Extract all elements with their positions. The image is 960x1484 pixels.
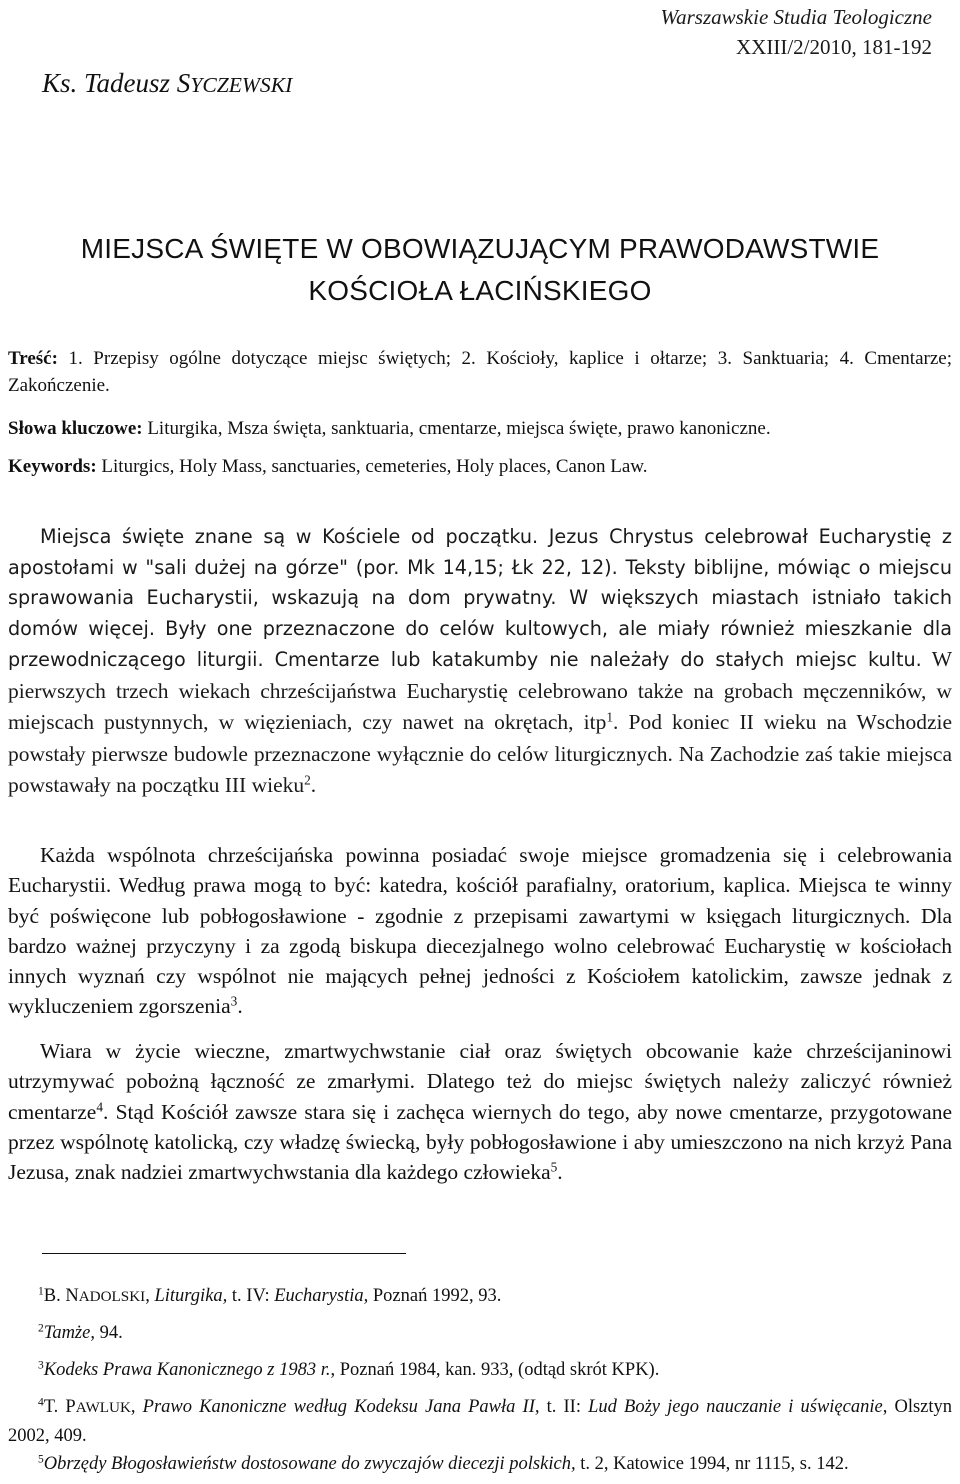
footnote-ref-3[interactable]: 3 xyxy=(230,994,238,1010)
footnote-5-rest: t. 2, Katowice 1994, nr 1115, s. 142. xyxy=(575,1454,849,1474)
footnote-number: 1 xyxy=(38,1285,44,1298)
footnote-3 xyxy=(8,1356,952,1385)
footnote-2-title: Tamże xyxy=(43,1323,91,1343)
keywords-polish xyxy=(8,415,952,442)
contents-summary xyxy=(8,345,952,399)
paragraph-1 xyxy=(8,522,952,802)
keywords-polish-label: Słowa kluczowe: xyxy=(8,418,143,439)
article-title-line-1: MIEJSCA ŚWIĘTE W OBOWIĄZUJĄCYM PRAWODAWSTWIE xyxy=(80,233,880,264)
journal-issue: XXIII/2/2010, 181-192 xyxy=(736,35,932,59)
author-prefix: Ks. Tadeusz S xyxy=(42,68,191,98)
footnote-number: 4 xyxy=(38,1396,44,1409)
author-surname-rest: YCZEWSKI xyxy=(190,73,293,97)
footnote-number: 2 xyxy=(38,1322,44,1335)
footnote-ref-4[interactable]: 4 xyxy=(96,1099,103,1115)
footnote-5-title: Obrzędy Błogosławieństw dostosowane do zwyczajów diecezji polskich, xyxy=(43,1454,576,1474)
paragraph-1-end: . xyxy=(310,773,317,797)
footnote-1-title2: Eucharystia, xyxy=(274,1286,369,1306)
footnote-1-title: Liturgika, xyxy=(154,1286,228,1306)
footnote-1-sep: , xyxy=(145,1286,155,1306)
keywords-polish-text: Liturgika, Msza święta, sanktuaria, cmentarze, miejsca święte, prawo kanoniczne. xyxy=(142,418,771,439)
paragraph-3 xyxy=(8,1036,952,1187)
journal-name: Warszawskie Studia Teologiczne xyxy=(660,5,932,29)
footnote-1-author-b: ADOLSKI xyxy=(78,1288,146,1305)
keywords-english xyxy=(8,453,952,480)
footnote-number: 5 xyxy=(38,1453,44,1466)
paragraph-3-end: . xyxy=(557,1160,563,1185)
journal-header xyxy=(661,2,932,62)
paragraph-1-serif-b: . Pod koniec II wieku na Wschodzie powstały pierwsze budowle przeznaczone wyłącznie do celów liturgicznych. Na Zachodzie zaś takie miejsca powstawały na początku III wieku xyxy=(8,710,953,797)
paragraph-2-text: Każda wspólnota chrześcijańska powinna posiadać swoje miejsce gromadzenia się i celebrowania Eucharystii. Według prawa mogą to być: katedra, kościół parafialny, oratorium, kaplica. Miejsca te winny być poświęcone lub pobłogosławione - zgodnie z przepisami zawartymi w księgach liturgicznych. Dla bardzo ważnej przyczyny i za zgodą biskupa diecezjalnego wolno celebrować Eucharystię w kościołach innych wyznań czy wspólnot nie mających pełnej jedności z Kościołem katolickim, zawsze jednak z wykluczeniem zgorszenia xyxy=(8,843,952,1019)
footnote-5 xyxy=(8,1450,952,1479)
contents-text: 1. Przepisy ogólne dotyczące miejsc świętych; 2. Kościoły, kaplice i ołtarze; 3. Sanktuaria; 4. Cmentarze; Zakończenie. xyxy=(8,348,952,396)
footnote-number: 3 xyxy=(38,1359,44,1372)
footnote-4-author-b: AWLUK xyxy=(75,1399,131,1416)
footnote-ref-1[interactable]: 1 xyxy=(606,709,614,725)
footnote-4-sep: , xyxy=(130,1397,143,1417)
footnote-4-rest-b: , Olsztyn 2002, 409. xyxy=(8,1397,953,1446)
footnote-4-author-a: T. P xyxy=(43,1397,76,1417)
footnote-ref-2[interactable]: 2 xyxy=(304,772,311,788)
keywords-english-text: Liturgics, Holy Mass, sanctuaries, cemeteries, Holy places, Canon Law. xyxy=(96,456,648,477)
footnote-3-title: Kodeks Prawa Kanonicznego z 1983 r. xyxy=(43,1360,331,1380)
footnote-1-rest-a: t. IV: xyxy=(227,1286,275,1306)
paragraph-2-end: . xyxy=(237,994,243,1019)
article-title-line-2: KOŚCIOŁA ŁACIŃSKIEGO xyxy=(308,275,652,306)
footnote-1-rest-b: Poznań 1992, 93. xyxy=(368,1286,502,1306)
footnote-4 xyxy=(8,1393,952,1451)
article-title xyxy=(0,228,960,312)
footnote-3-rest: , Poznań 1984, kan. 933, (odtąd skrót KPK). xyxy=(330,1360,660,1380)
footnote-2 xyxy=(8,1319,952,1348)
paragraph-3-text-b: . Stąd Kościół zawsze stara się i zachęca wiernych do tego, aby nowe cmentarze, przygotowane przez wspólnotę katolicką, czy władzę świecką, były pobłogosławione i aby umieszczono na nich krzyż Pana Jezusa, znak nadziei zmartwychwstania dla każdego człowieka xyxy=(8,1099,952,1185)
footnote-4-rest-a: t. II: xyxy=(539,1397,589,1417)
keywords-english-label: Keywords: xyxy=(8,456,97,477)
paragraph-1-sans-text: Miejsca święte znane są w Kościele od początku. Jezus Chrystus celebrował Eucharystię z apostołami w "sali dużej na górze" (por. Mk 14,15; Łk 22, 12). Teksty biblijne, mówiąc o miejscu sprawowania Eucharystii, wskazują na dom prywatny. W większych miastach istniało takich domów więcej. Były one przeznaczone do celów kultowych, ale miały również mieszkanie dla przewodniczącego liturgii. Cmentarze lub katakumby nie należały do stałych miejsc kultu. xyxy=(8,525,952,671)
paragraph-1-serif-a: W pierwszych trzech wiekach chrześcijaństwa Eucharystię celebrowano także na grobach męczenników, w miejscach pustynnych, w więzieniach, czy nawet na okrętach, itp xyxy=(8,647,952,734)
paragraph-3-text-a: Wiara w życie wieczne, zmartwychwstanie ciał oraz świętych obcowanie każe chrześcijaninowi utrzymywać pobożną łączność ze zmarłymi. Dlatego też do miejsc świętych należy zaliczyć również cmentarze xyxy=(8,1039,952,1124)
footnote-1 xyxy=(8,1282,952,1311)
footnote-1-author-a: B. N xyxy=(43,1286,79,1306)
author-name xyxy=(42,68,292,99)
footnote-4-title: Prawo Kanoniczne według Kodeksu Jana Pawła II, xyxy=(142,1397,540,1417)
footnote-ref-5[interactable]: 5 xyxy=(550,1159,558,1175)
paragraph-2 xyxy=(8,840,952,1022)
footnote-separator xyxy=(42,1253,406,1254)
footnote-2-rest: , 94. xyxy=(90,1323,123,1343)
footnote-4-title2: Lud Boży jego nauczanie i uświęcanie xyxy=(588,1397,883,1417)
contents-label: Treść: xyxy=(8,348,58,369)
